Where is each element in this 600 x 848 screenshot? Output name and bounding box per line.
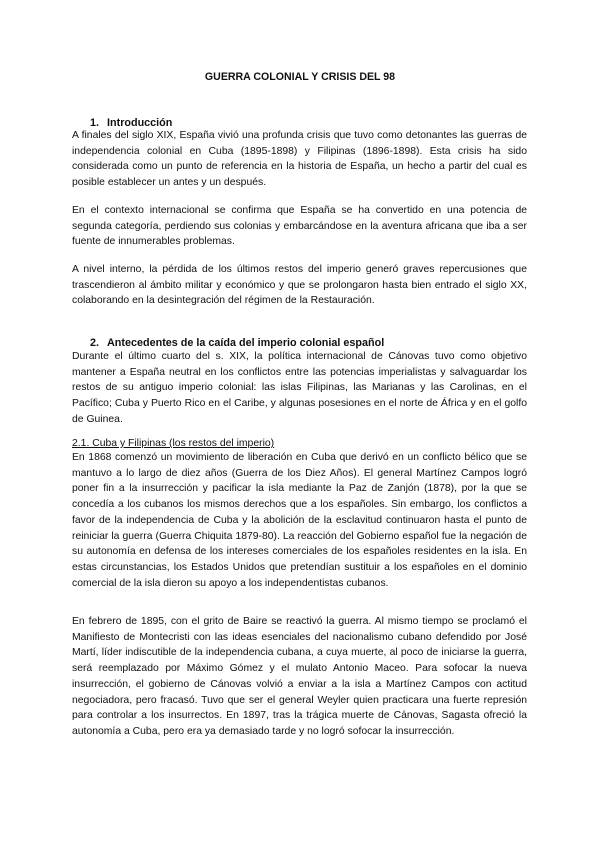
- paragraph: A finales del siglo XIX, España vivió una profunda crisis que tuvo como detonantes las guerras de independencia colonial en Cuba (1895-1898) y Filipinas (1896-1898). Esta crisis ha sido considerada como un punto de referencia en la historia de España, un hecho a partir del cual es posible establecer un antes y un después.: [72, 130, 527, 189]
- paragraph: En el contexto internacional se confirma que España se ha convertido en una potencia de segunda categoría, perdiendo sus colonias y embarcándose en la aventura africana que iba a ser fuente de innumerables problemas.: [72, 205, 527, 248]
- paragraph: Durante el último cuarto del s. XIX, la política internacional de Cánovas tuvo como objetivo mantener a España neutral en los conflictos entre las potencias imperialistas y salvaguardar los restos de su antiguo imperio colonial: las islas Filipinas, las Marianas y las Carolinas, en el Pacífico; Cuba y Puerto Rico en el Caribe, y algunas posesiones en el norte de África y en el golfo de Guinea.: [72, 351, 527, 425]
- section-heading-text: Introducción: [107, 117, 173, 129]
- section-heading-antecedentes: [90, 337, 384, 349]
- paragraph: En febrero de 1895, con el grito de Baire se reactivó la guerra. Al mismo tiempo se proclamó el Manifiesto de Montecristi con las ideas esenciales del nacionalismo cubano defendido por José Martí, líder indiscutible de la independencia cubana, a cuya muerte, al poco de iniciarse la guerra, será reemplazado por Máximo Gómez y el mulato Antonio Maceo. Para sofocar la nueva insurrección, el gobierno de Cánovas volvió a enviar a la isla a Martínez Campos con actitud negociadora, pero fracasó. Tuvo que ser el general Weyler quien practicara una fuerte represión para controlar a los insurrectos. En 1897, tras la trágica muerte de Cánovas, Sagasta ofreció la autonomía a Cuba, pero era ya demasiado tarde y no logró sofocar la insurrección.: [72, 616, 527, 737]
- section-heading-text: Antecedentes de la caída del imperio colonial español: [107, 337, 385, 349]
- document-title: GUERRA COLONIAL Y CRISIS DEL 98: [204, 71, 396, 83]
- section-number: 2.: [90, 337, 100, 349]
- paragraph: A nivel interno, la pérdida de los últimos restos del imperio generó graves repercusiones que trascendieron al ámbito militar y económico y que se prolongaron hasta bien entrado el siglo XX, colaborando en la desintegración del régimen de la Restauración.: [72, 264, 527, 307]
- paragraph: En 1868 comenzó un movimiento de liberación en Cuba que derivó en un conflicto bélico que se mantuvo a lo largo de diez años (Guerra de los Diez Años). El general Martínez Campos logró poner fin a la insurrección y pacificar la isla mediante la Paz de Zanjón (1878), por la que se concedía a los cubanos los mismos derechos que a los españoles. Sin embargo, los conflictos a favor de la independencia de Cuba y la abolición de la esclavitud continuaron hasta el punto de reiniciar la guerra (Guerra Chiquita 1879-80). La reacción del Gobierno español fue la negación de su autonomía en defensa de los intereses comerciales de los españoles residentes en la isla. En estas circunstancias, los Estados Unidos que pretendían sustituir a los españoles en el dominio comercial de la isla dieron su apoyo a los independentistas cubanos.: [72, 452, 527, 589]
- subsection-heading: 2.1. Cuba y Filipinas (los restos del imperio): [72, 438, 275, 449]
- section-number: 1.: [90, 117, 100, 129]
